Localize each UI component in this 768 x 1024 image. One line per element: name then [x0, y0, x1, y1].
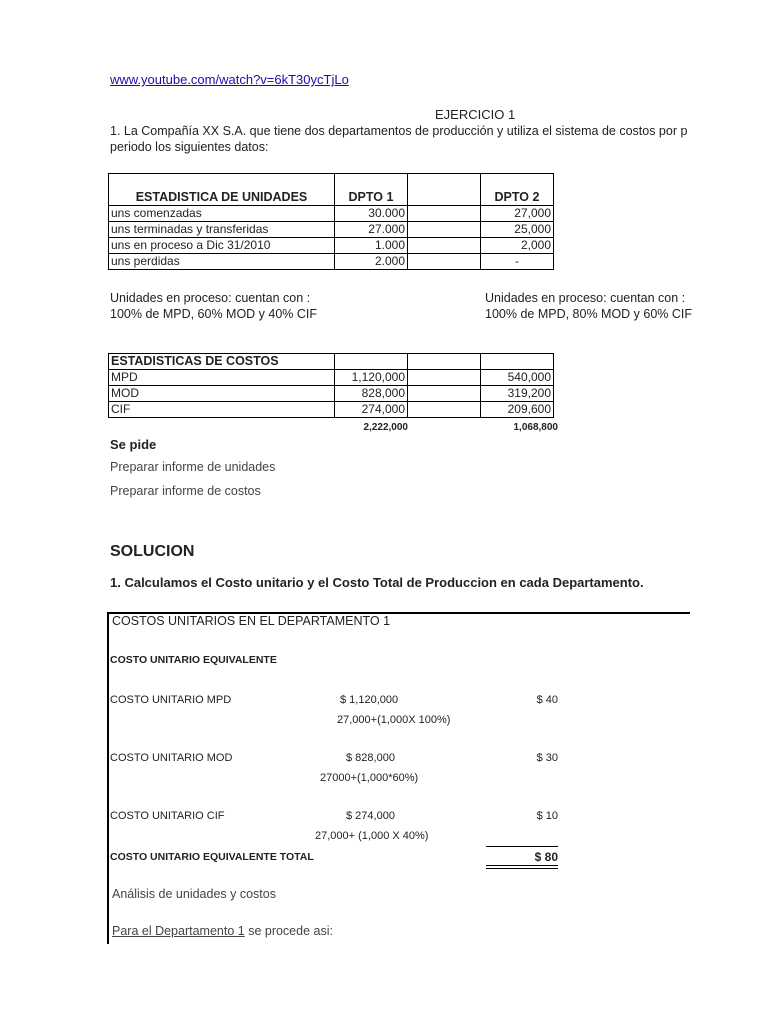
solucion-title: SOLUCION [110, 543, 195, 560]
table-row [109, 370, 554, 386]
row-d1: 2.000 [335, 254, 408, 270]
para-line [112, 924, 333, 938]
total-double-rule-2 [486, 868, 558, 869]
costs-total-d1: 2,222,000 [363, 422, 408, 433]
costs-header-empty-2 [408, 354, 481, 370]
row-empty [408, 254, 481, 270]
row-d1: 27.000 [335, 222, 408, 238]
se-pide-heading: Se pide [110, 437, 157, 452]
total-double-rule-1 [486, 865, 558, 866]
row-d2: 27,000 [481, 206, 554, 222]
costs-header-empty-3 [481, 354, 554, 370]
row-label: uns comenzadas [109, 206, 335, 222]
row-empty [408, 370, 481, 386]
row-d2: - [481, 254, 554, 270]
units-header-d1: DPTO 1 [335, 174, 408, 206]
row-label: uns terminadas y transferidas [109, 222, 335, 238]
row-d2: 25,000 [481, 222, 554, 238]
table-row [109, 386, 554, 402]
costs-table [108, 353, 554, 418]
total-label: COSTO UNITARIO EQUIVALENTE TOTAL [110, 851, 314, 863]
mod-result: $ 30 [536, 752, 558, 764]
row-label: uns perdidas [109, 254, 335, 270]
box-subtitle: COSTO UNITARIO EQUIVALENTE [110, 654, 277, 666]
units-header-label: ESTADISTICA DE UNIDADES [109, 174, 335, 206]
row-d1: 30.000 [335, 206, 408, 222]
row-empty [408, 222, 481, 238]
process-note-d1-line1: Unidades en proceso: cuentan con : [110, 291, 311, 305]
cif-amount: $ 274,000 [346, 810, 395, 822]
row-d2: 319,200 [481, 386, 554, 402]
task-2: Preparar informe de costos [110, 484, 261, 498]
row-empty [408, 386, 481, 402]
para-link[interactable]: Para el Departamento 1 [112, 924, 245, 938]
row-d2: 540,000 [481, 370, 554, 386]
mod-amount: $ 828,000 [346, 752, 395, 764]
row-d2: 209,600 [481, 402, 554, 418]
row-label: uns en proceso a Dic 31/2010 [109, 238, 335, 254]
row-label: CIF [109, 402, 335, 418]
task-1: Preparar informe de unidades [110, 460, 276, 474]
table-row [109, 206, 554, 222]
row-d1: 1.000 [335, 238, 408, 254]
costs-header-empty-1 [335, 354, 408, 370]
cif-formula: 27,000+ (1,000 X 40%) [315, 830, 429, 842]
row-d1: 1,120,000 [335, 370, 408, 386]
mpd-result: $ 40 [536, 694, 558, 706]
units-header-d2: DPTO 2 [481, 174, 554, 206]
units-header-empty [408, 174, 481, 206]
process-note-d2-line1: Unidades en proceso: cuentan con : [485, 291, 686, 305]
row-d2: 2,000 [481, 238, 554, 254]
mod-label: COSTO UNITARIO MOD [110, 752, 233, 764]
row-empty [408, 402, 481, 418]
row-d1: 828,000 [335, 386, 408, 402]
row-empty [408, 206, 481, 222]
row-label: MPD [109, 370, 335, 386]
solucion-step: 1. Calculamos el Costo unitario y el Costo Total de Produccion en cada Departamento. [110, 575, 644, 590]
mpd-label: COSTO UNITARIO MPD [110, 694, 232, 706]
mpd-amount: $ 1,120,000 [340, 694, 399, 706]
mpd-formula: 27,000+(1,000X 100%) [337, 714, 451, 726]
costs-header: ESTADISTICAS DE COSTOS [109, 354, 335, 370]
box-title: COSTOS UNITARIOS EN EL DEPARTAMENTO 1 [112, 614, 391, 628]
row-empty [408, 238, 481, 254]
row-label: MOD [109, 386, 335, 402]
intro-line-1: 1. La Compañía XX S.A. que tiene dos departamentos de producción y utiliza el sistema de costos por p [110, 124, 688, 138]
table-row [109, 254, 554, 270]
costs-total-d2: 1,068,800 [513, 422, 558, 433]
total-top-rule [486, 846, 558, 847]
table-row [109, 222, 554, 238]
youtube-link[interactable]: www.youtube.com/watch?v=6kT30ycTjLo [110, 72, 349, 87]
para-rest: se procede asi: [244, 924, 333, 938]
process-note-d1-line2: 100% de MPD, 60% MOD y 40% CIF [110, 307, 318, 321]
box-left-border [107, 612, 109, 944]
process-note-d2-line2: 100% de MPD, 80% MOD y 60% CIF [485, 307, 693, 321]
table-row [109, 402, 554, 418]
exercise-title: EJERCICIO 1 [435, 107, 516, 122]
table-row [109, 238, 554, 254]
mod-formula: 27000+(1,000*60%) [320, 772, 419, 784]
row-d1: 274,000 [335, 402, 408, 418]
analysis-text: Análisis de unidades y costos [112, 887, 276, 901]
total-value: $ 80 [534, 850, 558, 864]
cif-label: COSTO UNITARIO CIF [110, 810, 225, 822]
cif-result: $ 10 [536, 810, 558, 822]
intro-line-2: periodo los siguientes datos: [110, 140, 269, 154]
units-table [108, 173, 554, 270]
